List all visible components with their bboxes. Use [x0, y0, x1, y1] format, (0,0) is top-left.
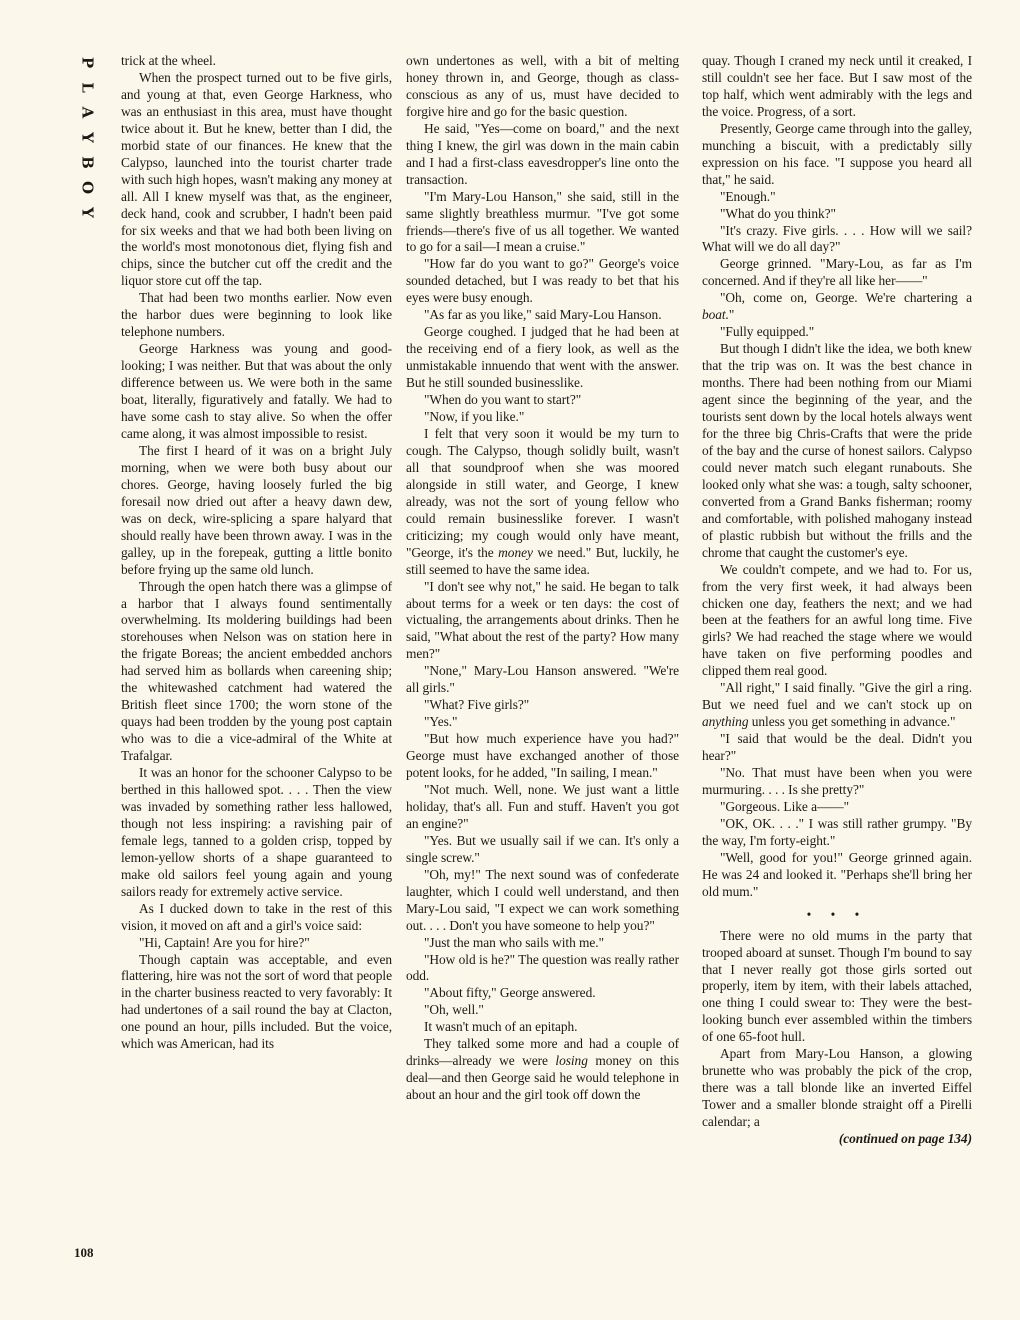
- paragraph: "Just the man who sails with me.": [424, 934, 605, 950]
- paragraph: "How old is he?" The question was really rather odd.: [406, 951, 679, 984]
- paragraph: Through the open hatch there was a glimpse of a harbor that I always found sentimentally overwhelming. Its moldering buildings had been storehouses when Nelson was on station here in the frigate Boreas; the ancient embedded anchors had served him as bollards when careening ship; the whitewashed catchment had watered the British fleet since 1700; the worn stone of the quays had been trodden by the young post captain who was to die a vice-admiral of the White at Trafalgar.: [121, 578, 392, 764]
- paragraph: "Yes. But we usually sail if we can. It's only a single screw.": [406, 832, 679, 865]
- paragraph: trick at the wheel.: [121, 53, 216, 68]
- paragraph: "None," Mary-Lou Hanson answered. "We're all girls.": [406, 663, 679, 696]
- paragraph: Presently, George came through into the galley, munching a biscuit, with a predictably silly expression on his face. "I suppose you heard all that," he said.: [702, 120, 972, 187]
- paragraph: There were no old mums in the party that trooped aboard at sunset. Though I'm bound to say that I never really got those girls sorted out properly, item by item, with their labels attached, one thing I could swear to: They were the best-looking bunch ever assembled within the timbers of one 65-foot hull.: [702, 927, 972, 1045]
- masthead-letter: P: [78, 56, 97, 69]
- paragraph: George Harkness was young and good-looking; I was neither. But that was about the only difference between us. We were both in the same boat, literally, figuratively and fatally. We had to have some cash to stay alive. So when the offer came along, it was almost impossible to resist.: [121, 341, 392, 441]
- paragraph: "Gorgeous. Like a——": [720, 798, 850, 814]
- paragraph: "Not much. Well, none. We just want a little holiday, that's all. Fun and stuff. Haven't you got an engine?": [406, 781, 679, 831]
- paragraph: "When do you want to start?": [424, 392, 582, 408]
- section-break: • • •: [806, 906, 868, 922]
- paragraph: It wasn't much of an epitaph.: [424, 1019, 578, 1035]
- paragraph: It was an honor for the schooner Calypso to be berthed in this hallowed spot. . . . Then the view was invaded by something rather less hallowed, though not less inspiring: a ravishing pair of female legs, tanned to a golden crisp, topped by lemon-yellow shorts of a shape guaranteed to make old sailors feel young again and young sailors ready for extremely active service.: [121, 765, 392, 899]
- text-column-1: [121, 53, 392, 1053]
- paragraph: own undertones as well, with a bit of melting honey thrown in, and George, though as class-conscious as any of us, must have decided to forgive hire and go for the basic question.: [406, 53, 679, 119]
- paragraph: "Oh, well.": [424, 1002, 484, 1018]
- text-column-2: [406, 53, 679, 1104]
- paragraph: I felt that very soon it would be my turn to cough. The Calypso, though solidly built, wasn't all that soundproof when she was moored alongside in still water, and George, I knew already, was not the sort of young fellow who could remain businesslike forever. I wasn't criticizing; my cough would only have meant, "George, it's the money we need." But, luckily, he still seemed to have the same idea.: [406, 425, 679, 577]
- paragraph: "No. That must have been when you were murmuring. . . . Is she pretty?": [702, 765, 972, 797]
- paragraph: As I ducked down to take in the rest of this vision, it moved on aft and a girl's voice said:: [121, 900, 392, 933]
- paragraph: quay. Though I craned my neck until it creaked, I still couldn't see her face. But I saw most of the top half, which went admirably with the legs and the voice. Progress, of a sort.: [702, 53, 972, 119]
- paragraph: "About fifty," George answered.: [424, 985, 596, 1001]
- paragraph: They talked some more and had a couple of drinks—already we were losing money on this deal—and then George said he would telephone in about an hour and the girl took off down the: [406, 1036, 679, 1103]
- paragraph: "Yes.": [424, 714, 458, 730]
- paragraph: George grinned. "Mary-Lou, as far as I'm concerned. And if they're all like her——": [702, 256, 972, 289]
- paragraph: That had been two months earlier. Now even the harbor dues were beginning to look like telephone numbers.: [121, 290, 392, 340]
- masthead-letter: O: [78, 180, 97, 195]
- paragraph: "Fully equipped.": [720, 324, 815, 340]
- text-column-3: [702, 53, 972, 1148]
- paragraph: "As far as you like," said Mary-Lou Hanson.: [424, 307, 662, 323]
- masthead: [74, 50, 100, 225]
- paragraph: "I'm Mary-Lou Hanson," she said, still in the same slightly breathless murmur. "I've got some friends—there's five of us all together. We wanted to go for a sail—I mean a cruise.": [406, 188, 679, 255]
- paragraph: "But how much experience have you had?" George must have exchanged another of those potent looks, for he added, "In sailing, I mean.": [406, 731, 679, 781]
- paragraph: Though captain was acceptable, and even flattering, hire was not the sort of word that people in the charter business reacted to very favorably: It had undertones of a sail round the bay at Clacton, one pound an hour, pills included. But the voice, which was American, had its: [121, 951, 392, 1052]
- paragraph: "OK, OK. . . ." I was still rather grumpy. "By the way, I'm forty-eight.": [702, 815, 972, 848]
- paragraph: "What do you think?": [720, 205, 836, 221]
- paragraph: George coughed. I judged that he had been at the receiving end of a fiery look, as well as the unmistakable innuendo that went with the answer. But he still sounded businesslike.: [406, 324, 679, 391]
- paragraph: The first I heard of it was on a bright July morning, when we were both busy about our chores. George, having loosely furled the big foresail now dried out after a heavy dawn dew, was on deck, wire-splicing a spare halyard that should really have been thrown away. I was in the galley, up in the forepeak, gutting a little bonito before frying up the same old lunch.: [121, 442, 392, 577]
- masthead-letter: B: [78, 156, 97, 169]
- paragraph: We couldn't compete, and we had to. For us, from the very first week, it had always been chicken one day, feathers the next; and we had been at the feathers for an awful long time. Five girls? We had reached the stage where we would have taken on five performing poodles and clipped them real good.: [702, 561, 972, 679]
- masthead-letter: A: [78, 106, 97, 119]
- paragraph: But though I didn't like the idea, we both knew that the trip was on. It was the best chance in months. There had been nothing from our Miami agent since the beginning of the year, and the tourists sent down by the local hotels always went for the three big Chris-Crafts that were the pride of the bay and the curse of honest sailors. Calypso could never match such elegant runabouts. She looked only what she was: a tough, salty schooner, converted from a Grand Banks fisherman; roomy and comfortable, with polished mahogany instead of plastic rubbish but without the frills and the chrome that caught the customer's eye.: [702, 341, 972, 560]
- paragraph: "Well, good for you!" George grinned again. He was 24 and looked it. "Perhaps she'll bring her old mum.": [702, 849, 972, 899]
- paragraph: "I don't see why not," he said. He began to talk about terms for a week or ten days: the cost of victualing, the arrangements about drinks. Then he said, "What about the rest of the party? How many men?": [406, 578, 679, 662]
- page-number: 108: [74, 1245, 94, 1260]
- paragraph: "Oh, my!" The next sound was of confederate laughter, which I could well understand, and then Mary-Lou said, "I expect we can work something out. . . . Don't you have someone to help you?": [406, 866, 679, 933]
- masthead-letter: Y: [78, 132, 97, 143]
- masthead-letter: Y: [78, 207, 97, 218]
- paragraph: "Now, if you like.": [424, 409, 525, 425]
- paragraph: "Oh, come on, George. We're chartering a boat.": [702, 290, 972, 323]
- paragraph: "How far do you want to go?" George's voice sounded detached, but I was ready to bet that his eyes were busy enough.: [406, 256, 679, 306]
- paragraph: "Hi, Captain! Are you for hire?": [139, 934, 310, 950]
- paragraph: "It's crazy. Five girls. . . . How will we sail? What will we do all day?": [702, 222, 972, 255]
- paragraph: "I said that would be the deal. Didn't you hear?": [702, 731, 972, 764]
- continuation-note: (continued on page 134): [838, 1131, 972, 1147]
- paragraph: Apart from Mary-Lou Hanson, a glowing brunette who was probably the pick of the crop, there was a tall blonde like an inverted Eiffel Tower and a smaller blonde straight off a Pirelli calendar; a: [702, 1046, 972, 1130]
- paragraph: "Enough.": [720, 188, 776, 204]
- masthead-letter: L: [78, 82, 97, 93]
- paragraph: "All right," I said finally. "Give the girl a ring. But we need fuel and we can't stock up on anything unless you get something in advance.": [702, 680, 972, 730]
- paragraph: When the prospect turned out to be five girls, and young at that, even George Harkness, who was an enthusiast in this area, must have thought twice about it. But he knew, better than I did, the morbid state of our finances. He knew that the Calypso, launched into the tourist charter trade with such high hopes, wasn't making any money at all. All I knew myself was that, as the engineer, deck hand, cook and scrubber, I hadn't been paid for six weeks and that we had both been living on the world's most monotonous diet, flying fish and chips, since the butcher cut off the credit and the liquor store cut off the tap.: [121, 69, 392, 289]
- paragraph: He said, "Yes—come on board," and the next thing I knew, the girl was down in the main cabin and I had a first-class eavesdropper's line onto the transaction.: [406, 120, 679, 187]
- paragraph: "What? Five girls?": [424, 697, 530, 713]
